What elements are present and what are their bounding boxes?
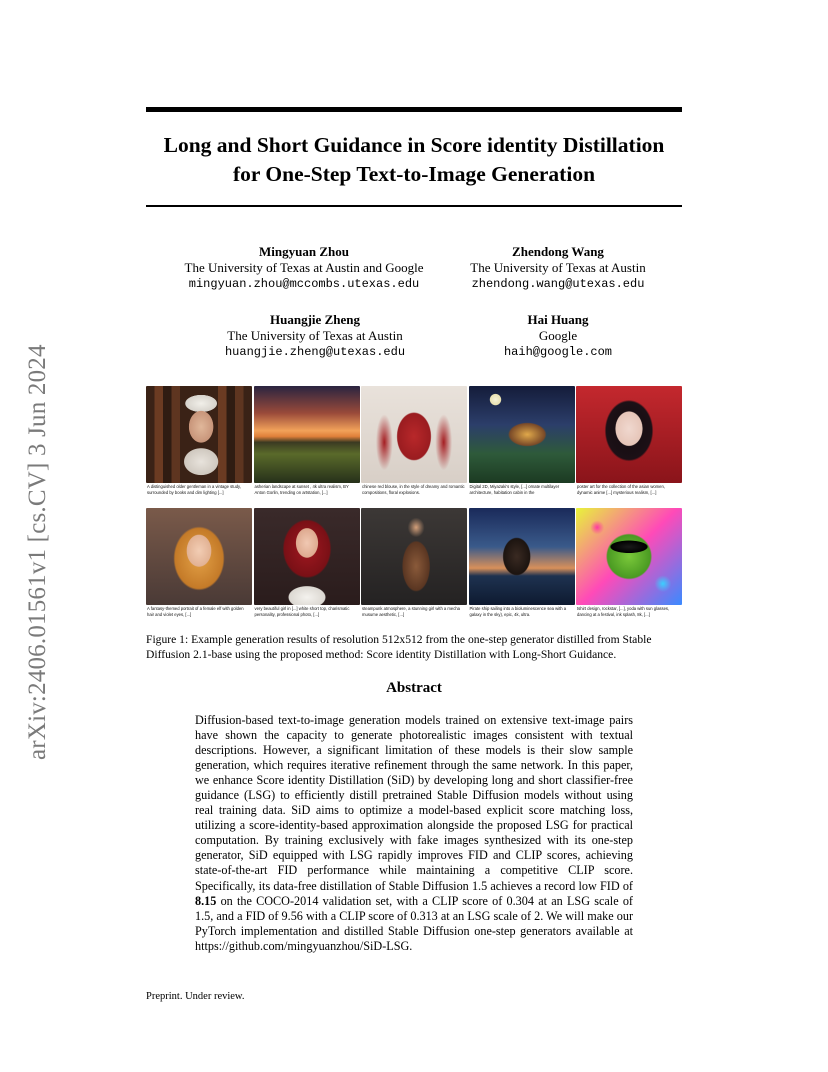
generated-image-neon-yoda: [576, 508, 682, 605]
author-affiliation: The University of Texas at Austin: [470, 260, 646, 275]
image-caption: asherian landscape at sunset , 4k ultra realism, BY Anton Gorlin, trending on artstation, [...]: [254, 484, 349, 495]
figure-cell: [361, 386, 467, 502]
abstract-body: [195, 713, 633, 954]
generated-image-steampunk-girl: [361, 508, 467, 605]
author-name: Hai Huang: [527, 312, 589, 327]
abstract-text: Diffusion-based text-to-image generation models trained on extensive text-image pairs have shown the capacity to generate photorealistic images consistent with textual descriptions. However, a significant limitation of these models is their slow sample generation, which requires iterative refinement through the same network. In this paper, we enhance Score identity Distillation (SiD) by developing long and short classifier-free guidance (LSG) to efficiently distill pretrained Stable Diffusion models without using real training data. SiD aims to optimize a model-based explicit score matching loss, utilizing a score-identity-based approximation alongside the proposed LSG for practical computation. By training exclusively with fake images synthesized with its one-step generator, SiD equipped with LSG rapidly improves FID and CLIP scores, achieving state-of-the-art FID performance while maintaining a competitive CLIP score. Specifically, its data-free distillation of Stable Diffusion 1.5 achieves a record low FID of: [195, 713, 633, 893]
abstract-heading: Abstract: [386, 680, 442, 696]
figure-cell: [469, 508, 575, 624]
figure-cell: [469, 386, 575, 502]
image-caption: tshirt design, rockstar, [...], yoda with sun glasses, dancing at a festival, ink splash, 8k, [...]: [577, 606, 670, 617]
figure-cell: [146, 386, 252, 502]
abstract-text: on the COCO-2014 validation set, with a CLIP score of 0.304 at an LSG scale of 1.5, and a FID of 9.56 with a CLIP score of 0.313 at an LSG scale of 2. We will make our PyTorch implementation and distilled Stable Diffusion one-step generators available at https://github.com/mingyuanzhou/SiD-LSG.: [195, 893, 633, 953]
author-block: [200, 312, 430, 360]
author-name: Huangjie Zheng: [270, 312, 360, 327]
author-affiliation: Google: [538, 328, 578, 343]
generated-image-sunset-landscape: [254, 386, 360, 483]
figure-cell: [576, 508, 682, 624]
figure-cell: [146, 508, 252, 624]
author-email[interactable]: zhendong.wang@utexas.edu: [471, 277, 645, 291]
image-row: [146, 508, 682, 630]
generated-image-red-blouse: [361, 386, 467, 483]
author-email[interactable]: haih@google.com: [503, 345, 613, 359]
author-block: [450, 244, 666, 292]
author-affiliation: The University of Texas at Austin and Google: [184, 260, 424, 275]
image-caption: very beautiful girl in [...] white short top, charismatic personality, professional photo, [...]: [254, 606, 350, 617]
image-caption: Digital 2D, Miyazaki's style, [...] ornate multilayer architecture, habitation cabin in the: [469, 484, 560, 495]
title-line-1: Long and Short Guidance in Score identity Distillation: [163, 133, 665, 157]
generated-image-red-hair-woman: [254, 508, 360, 605]
generated-image-fantasy-house: [469, 386, 575, 483]
image-caption: chinese red blouse, in the style of dreamy and romantic compositions, floral explosions.: [362, 484, 465, 495]
image-caption: steampunk atmosphere, a stunning girl with a mecha musume aesthetic, [...]: [362, 606, 460, 617]
title-bottom-rule: [146, 205, 682, 207]
figure-caption: Figure 1: Example generation results of resolution 512x512 from the one-step generator distilled from Stable Diffusion 2.1-base using the proposed method: Score identity Distillation with Long-Short Guidance.: [146, 633, 652, 661]
figure-cell: [576, 386, 682, 502]
image-caption: Pirate ship sailing into a bioluminescence sea with a galaxy in the sky), epic, 4k, ultra.: [469, 606, 567, 617]
title-top-rule: [146, 107, 682, 112]
image-caption: A fantasy-themed portrait of a female elf with golden hair and violet eyes, [...]: [147, 606, 244, 617]
abstract-fid-value: 8.15: [195, 893, 217, 908]
author-email[interactable]: huangjie.zheng@utexas.edu: [224, 345, 406, 359]
figure-cell: [361, 508, 467, 624]
arxiv-identifier: arXiv:2406.01561v1 [cs.CV] 3 Jun 2024: [24, 344, 51, 760]
generated-image-female-elf: [146, 508, 252, 605]
image-caption: poster art for the collection of the asian women, dynamic anime [...] mysterious realism, [...]: [577, 484, 665, 495]
image-caption: A distinguished older gentleman in a vintage study, surrounded by books and dim lighting [...]: [147, 484, 241, 495]
generated-image-pirate-ship: [469, 508, 575, 605]
figure-1-image-grid: [146, 386, 682, 630]
author-name: Zhendong Wang: [512, 244, 604, 259]
generated-image-anime-woman: [576, 386, 682, 483]
author-affiliation: The University of Texas at Austin: [227, 328, 403, 343]
title-line-2: for One-Step Text-to-Image Generation: [232, 162, 596, 186]
paper-title: [130, 131, 698, 189]
author-name: Mingyuan Zhou: [259, 244, 349, 259]
author-block: [470, 312, 646, 360]
figure-cell: [254, 508, 360, 624]
figure-cell: [254, 386, 360, 502]
image-row: [146, 386, 682, 508]
author-block: [166, 244, 442, 292]
generated-image-old-gentleman: [146, 386, 252, 483]
footer-note: Preprint. Under review.: [146, 991, 245, 1002]
author-email[interactable]: mingyuan.zhou@mccombs.utexas.edu: [188, 277, 420, 291]
